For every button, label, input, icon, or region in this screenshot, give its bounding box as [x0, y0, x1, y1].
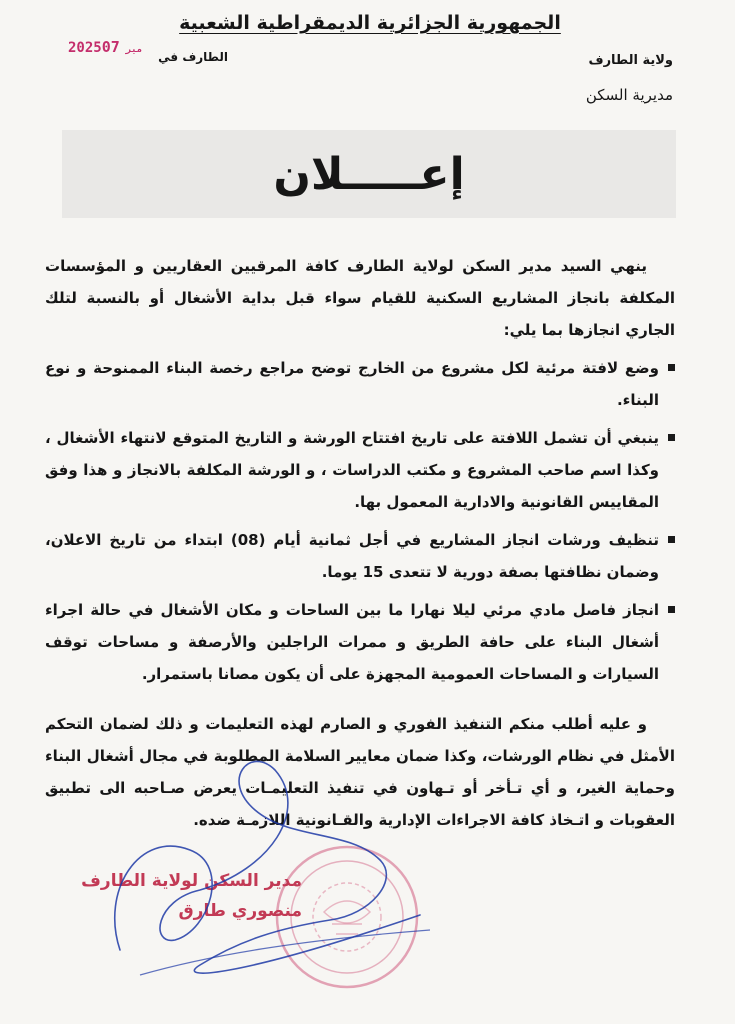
date-year: 2025 — [68, 40, 102, 56]
dateline — [68, 38, 238, 68]
list-item: تنظيف ورشات انجاز المشاريع في أجل ثمانية أيام (08) ابتداء من تاريخ الاعلان، وضمان نظافتها بصفة دورية لا تتعدى 15 يوما. — [45, 524, 675, 588]
announcement-title: إعـــــلان — [273, 148, 465, 200]
date-stamp — [68, 38, 148, 56]
instruction-list — [45, 352, 675, 690]
list-item: انجاز فاصل مادي مرئي ليلا نهارا ما بين الساحات و مكان الأشغال في حالة اجراء أشغال البناء على حافة الطريق و ممرات الراجلين والأرصفة و مساحات توقف السيارات و المساحات العمومية المجهزة على أن يكون مصانا باستمرار. — [45, 594, 675, 690]
signatory-role: مدير السكن لولاية الطارف — [81, 871, 302, 891]
date-day: 07 — [101, 38, 120, 56]
date-month: مبر — [125, 45, 143, 55]
title-band — [62, 130, 676, 218]
directorate-label: مديرية السكن — [585, 86, 673, 104]
date-place: الطارف في — [158, 50, 228, 64]
signatory-name: منصوري طارق — [178, 901, 302, 921]
wilaya-label: ولاية الطارف — [588, 53, 673, 68]
republic-header: الجمهورية الجزائرية الديمقراطية الشعبية — [179, 12, 561, 34]
list-item: ينبغي أن تشمل اللافتة على تاريخ افتتاح الورشة و التاريخ المتوقع لانتهاء الأشغال ، وكذا اسم صاحب المشروع و مكتب الدراسات ، و الورشة المكلفة بالانجاز و هذا وفق المقاييس القانونية والادارية المعمول بها. — [45, 422, 675, 518]
list-item: وضع لافتة مرئية لكل مشروع من الخارج توضح مراجع رخصة البناء الممنوحة و نوع البناء. — [45, 352, 675, 416]
intro-paragraph: ينهي السيد مدير السكن لولاية الطارف كافة المرقيين العقاريين و المؤسسات المكلفة بانجاز المشاريع السكنية للقيام سواء قبل بداية الأشغال أو بالنسبة لتلك الجاري انجازها بما يلي: — [45, 257, 675, 339]
handwritten-signature-icon — [80, 740, 440, 1000]
issuing-agency — [513, 44, 673, 112]
closing-paragraph: و عليه أطلب منكم التنفيذ الفوري و الصارم لهذه التعليمات و ذلك لضمان التحكم الأمثل في نظام الورشات، وكذا ضمان معايير السلامة المطلوبة في مجال أشغال البناء وحماية الغير، و أي تـأخر أو تـهاون في تنفيذ التعليمـات يعرض صـاحبه الى تطبيق العقوبات و اتـخاذ كافة الاجراءات الإدارية والقـانونية اللازمـة ضده. — [45, 715, 675, 829]
